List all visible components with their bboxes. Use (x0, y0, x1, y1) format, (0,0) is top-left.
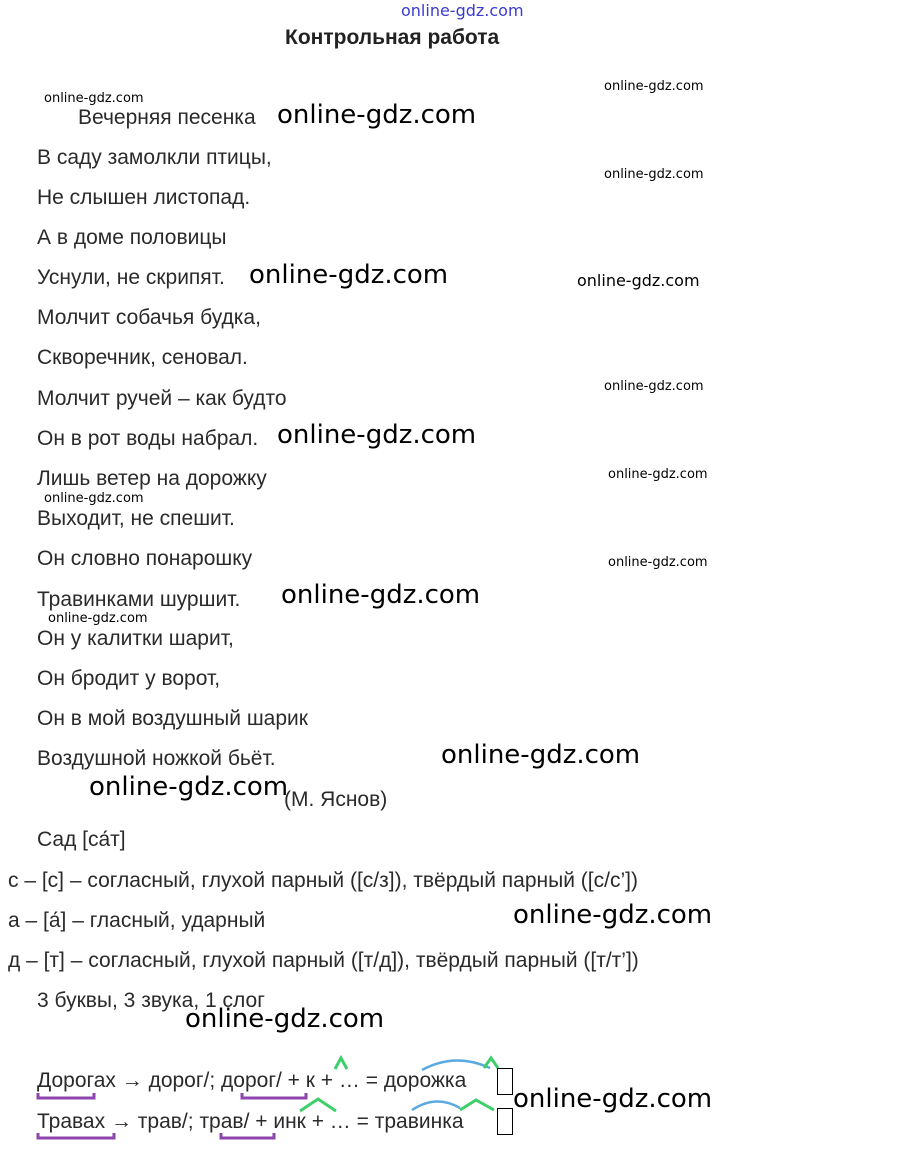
plus-sign: + (281, 1069, 306, 1092)
morpheme-suffix: инк (273, 1110, 306, 1133)
watermark: online-gdz.com (44, 91, 144, 106)
watermark: online-gdz.com (513, 900, 713, 930)
base-underline-mark (38, 1133, 114, 1138)
poem-line: Он в рот воды набрал. (37, 427, 259, 450)
poem-line: Травинками шуршит. (37, 588, 241, 611)
morpheme-suffix: к (305, 1069, 315, 1092)
poem-line: Молчит ручей – как будто (37, 387, 287, 410)
poem-heading: Вечерняя песенка (78, 106, 256, 129)
watermark: online-gdz.com (577, 271, 700, 290)
watermark: online-gdz.com (604, 79, 704, 94)
poem-line: Он бродит у ворот, (37, 667, 221, 690)
watermark: online-gdz.com (608, 467, 708, 482)
poem-line: Он словно понарошку (37, 547, 253, 570)
suffix-cap-mark (335, 1058, 347, 1069)
base-underline-mark (38, 1093, 94, 1098)
poem-line: Он у калитки шарит, (37, 627, 234, 650)
watermark: online-gdz.com (608, 555, 708, 570)
root-underline-mark (221, 1133, 274, 1138)
morpheme-root: дорог/ (221, 1069, 282, 1092)
watermark: online-gdz.com (513, 1084, 713, 1114)
morpheme-ending: а (451, 1110, 464, 1133)
root-underline-mark (242, 1093, 306, 1098)
poem-line: А в доме половицы (37, 226, 227, 249)
watermark: online-gdz.com (277, 100, 477, 130)
phonetic-word: Сад [са́т] (37, 828, 126, 851)
phonetic-letter-row: д – [т] – согласный, глухой парный ([т/д]), твёрдый парный ([т/т’]) (8, 949, 639, 972)
watermark: online-gdz.com (48, 611, 148, 626)
plus-sign: + (249, 1110, 274, 1133)
phonetic-letter-row: а – [а́] – гласный, ударный (8, 909, 266, 932)
morpheme-result: дорожк (383, 1069, 455, 1092)
morpheme-ending: а (454, 1069, 467, 1092)
watermark: online-gdz.com (281, 580, 481, 610)
header-watermark: online-gdz.com (401, 1, 524, 20)
watermark: online-gdz.com (604, 167, 704, 182)
watermark: online-gdz.com (441, 740, 641, 770)
arrow-icon: → (110, 1110, 132, 1133)
watermark: online-gdz.com (249, 260, 449, 290)
poem-line: Уснули, не скрипят. (37, 266, 225, 289)
suffix-cap-mark (484, 1058, 498, 1068)
root-arc-mark (412, 1101, 460, 1110)
suffix-cap-mark (300, 1099, 336, 1111)
poem-line: Не слышен листопад. (37, 186, 251, 209)
morpheme-root: трав/ (199, 1110, 250, 1133)
watermark: online-gdz.com (44, 491, 144, 506)
watermark: online-gdz.com (89, 772, 289, 802)
ending-box-mark (497, 1108, 513, 1135)
poem-line: Он в мой воздушный шарик (37, 707, 308, 730)
morpheme-base: дорог/; (148, 1069, 222, 1092)
poem-author: (М. Яснов) (284, 788, 388, 811)
watermark: online-gdz.com (604, 379, 704, 394)
morpheme-result: травинк (374, 1110, 452, 1133)
watermark: online-gdz.com (277, 420, 477, 450)
morpheme-word: Дорогах (37, 1069, 116, 1092)
root-arc-mark (422, 1060, 490, 1070)
page-title: Контрольная работа (285, 26, 500, 49)
phonetic-letter-row: с – [с] – согласный, глухой парный ([с/з]), твёрдый парный ([с/с’]) (8, 869, 638, 892)
poem-line: Воздушной ножкой бьёт. (37, 747, 276, 770)
morpheme-tail: + … = (314, 1069, 384, 1092)
morpheme-word: Травах (37, 1110, 106, 1133)
arrow-icon: → (121, 1069, 143, 1092)
morpheme-base: трав/; (137, 1110, 200, 1133)
poem-line: Молчит собачья будка, (37, 306, 261, 329)
poem-line: Скворечник, сеновал. (37, 346, 248, 369)
poem-line: В саду замолкли птицы, (37, 146, 272, 169)
suffix-cap-mark (460, 1100, 494, 1110)
watermark: online-gdz.com (185, 1004, 385, 1034)
phonetic-summary: 3 буквы, 3 звука, 1 слог (37, 989, 265, 1012)
morpheme-tail: + … = (305, 1110, 375, 1133)
poem-line: Лишь ветер на дорожку (37, 467, 267, 490)
poem-line: Выходит, не спешит. (37, 507, 235, 530)
ending-box-mark (497, 1068, 513, 1095)
